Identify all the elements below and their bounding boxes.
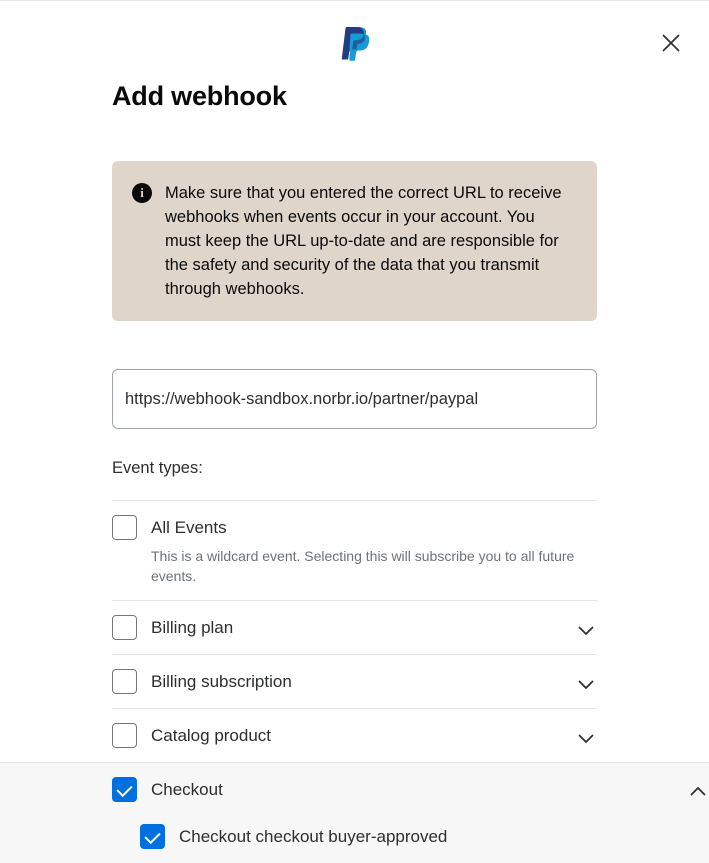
event-row (112, 500, 597, 600)
chevron-up-icon[interactable] (687, 781, 709, 803)
event-label: Catalog product (151, 725, 272, 745)
checkbox-billing-subscription[interactable] (112, 669, 137, 694)
event-label: Billing plan (151, 617, 234, 637)
checkbox-checkout-buyer-approved[interactable] (140, 824, 165, 849)
event-row (112, 654, 597, 708)
checkbox-catalog-product[interactable] (112, 723, 137, 748)
event-types-label: Event types: (112, 459, 203, 477)
event-types-list (112, 500, 597, 863)
event-row-header[interactable] (112, 723, 597, 748)
checkbox-all-events[interactable] (112, 515, 137, 540)
chevron-down-icon[interactable] (575, 727, 597, 749)
event-row (0, 762, 709, 863)
sub-event-label: Checkout checkout buyer-approved (179, 826, 448, 846)
close-icon[interactable] (657, 29, 685, 57)
event-label: Billing subscription (151, 671, 292, 691)
webhook-url-input[interactable] (112, 369, 597, 429)
page-title: Add webhook (112, 81, 287, 111)
event-row (112, 708, 597, 762)
checkbox-billing-plan[interactable] (112, 615, 137, 640)
event-label: All Events (151, 517, 227, 537)
info-banner (112, 161, 597, 321)
info-banner-text: Make sure that you entered the correct URL to receive webhooks when events occur in your account. You must keep the URL up-to-date and are responsible for the safety and security of the data that you transmit through webhooks. (165, 184, 562, 298)
checkbox-checkout[interactable] (112, 777, 137, 802)
modal-body (0, 81, 709, 863)
event-row-header[interactable] (112, 777, 597, 802)
info-icon: i (132, 183, 152, 203)
event-row-header[interactable] (112, 669, 597, 694)
event-description: This is a wildcard event. Selecting this will subscribe you to all future events. (151, 548, 575, 584)
event-label: Checkout (151, 779, 223, 799)
event-row (112, 600, 597, 654)
chevron-down-icon[interactable] (575, 619, 597, 641)
event-row-header[interactable] (112, 615, 597, 640)
modal-header (0, 1, 709, 75)
sub-event-row[interactable] (140, 824, 597, 849)
event-row-header[interactable] (112, 515, 597, 540)
paypal-logo (341, 25, 369, 57)
chevron-down-icon[interactable] (575, 673, 597, 695)
